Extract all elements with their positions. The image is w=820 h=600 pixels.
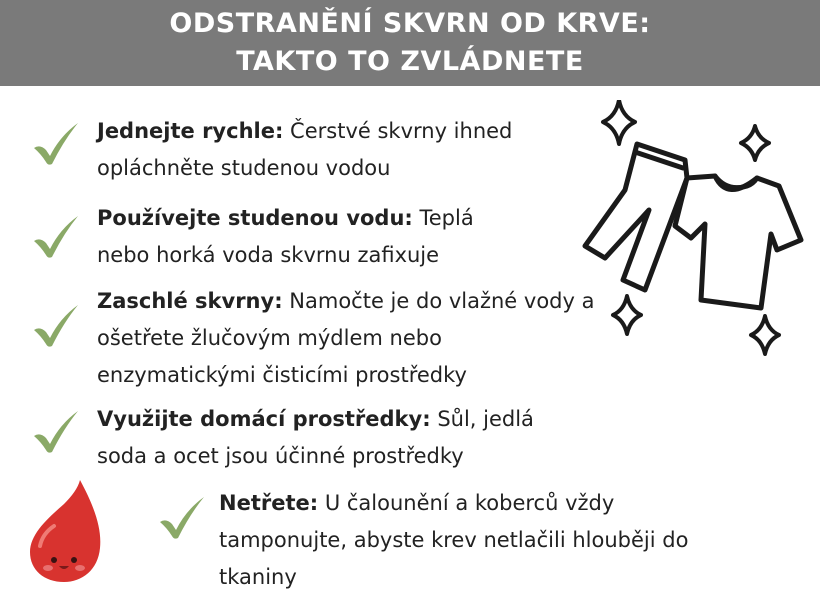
tip-3-text-2: ošetřete žlučovým mýdlem nebo: [97, 326, 442, 350]
sparkle-icon: [613, 296, 641, 334]
tip-2-text-2: nebo horká voda skvrnu zafixuje: [97, 243, 440, 267]
tip-3-title: Zaschlé skvrny:: [97, 289, 283, 313]
tip-2-text: Teplá: [419, 206, 474, 230]
sparkle-icon: [751, 316, 779, 354]
tip-3: [97, 283, 594, 394]
tip-1-text: Čerstvé skvrny ihned: [290, 119, 513, 143]
tip-5-title: Netřete:: [219, 491, 319, 515]
tip-4-text-2: soda a ocet jsou účinné prostředky: [97, 444, 464, 468]
sparkle-icon: [741, 126, 769, 160]
tip-2-title: Používejte studenou vodu:: [97, 206, 413, 230]
tip-5-text-3: tkaniny: [219, 565, 297, 589]
tip-3-text-3: enzymatickými čisticími prostředky: [97, 363, 467, 387]
sparkle-icon: [603, 100, 635, 144]
title-line-2: TAKTO TO ZVLÁDNETE: [236, 46, 584, 77]
tip-1-text-2: opláchněte studenou vodou: [97, 156, 391, 180]
blood-drop-icon: [24, 476, 104, 584]
checkmark-icon: [30, 213, 82, 259]
tip-4-text: Sůl, jedlá: [437, 407, 534, 431]
tip-5: [219, 485, 688, 596]
tip-1-title: Jednejte rychle:: [97, 119, 284, 143]
tip-3-text: Namočte je do vlažné vody a: [289, 289, 595, 313]
title-line-1: ODSTRANĚNÍ SKVRN OD KRVE:: [169, 8, 651, 39]
tip-5-text: U čalounění a koberců vždy: [324, 491, 615, 515]
checkmark-icon: [30, 408, 82, 454]
checkmark-icon: [156, 494, 208, 540]
checkmark-icon: [30, 302, 82, 348]
tip-4: [97, 401, 534, 475]
tip-4-title: Využijte domácí prostředky:: [97, 407, 431, 431]
checkmark-icon: [30, 120, 82, 166]
clothes-icon: [575, 100, 810, 365]
tip-2: [97, 200, 474, 274]
tip-5-text-2: tamponujte, abyste krev netlačili hlouběji do: [219, 528, 689, 552]
tip-1: [97, 113, 512, 187]
title-banner: [0, 0, 820, 86]
